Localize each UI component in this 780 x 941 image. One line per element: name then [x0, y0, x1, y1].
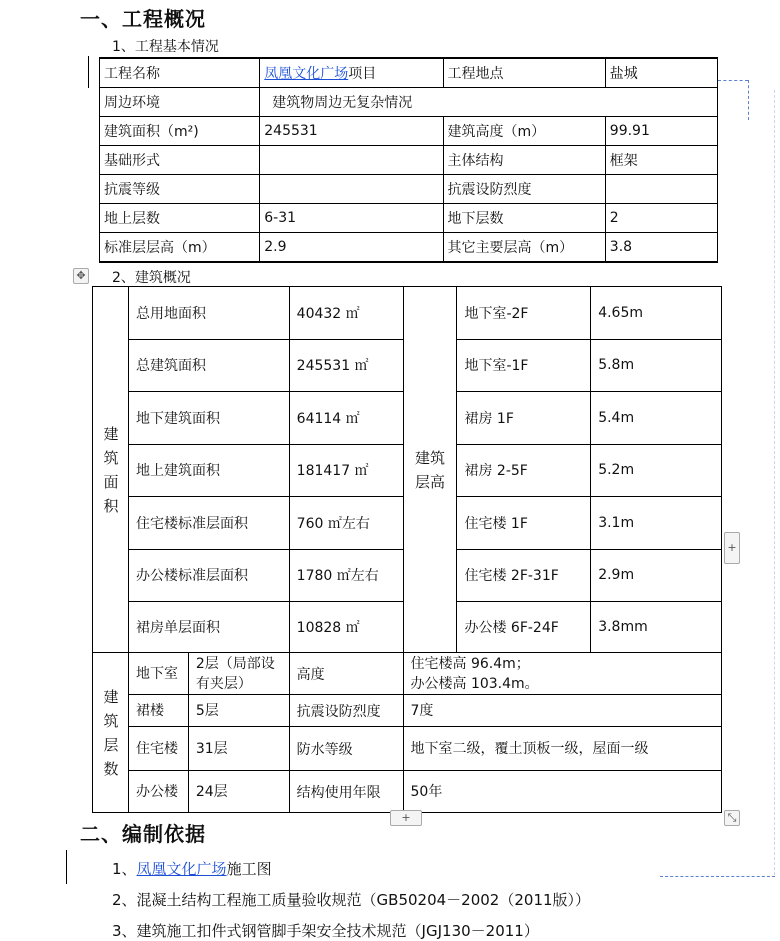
- drawing-link[interactable]: 凤凰文化广场: [136, 860, 227, 878]
- cell-value: 245531 ㎡: [289, 339, 403, 392]
- cell-label: 住宅楼 2F-31F: [457, 549, 591, 602]
- cell-value: 245531: [260, 117, 443, 146]
- value-line: 住宅楼高 96.4m；: [410, 655, 530, 672]
- table-row: [93, 287, 722, 340]
- cell-value: 760 ㎡左右: [289, 497, 403, 550]
- cell-label: 住宅楼标准层面积: [128, 497, 289, 550]
- add-row-icon[interactable]: +: [390, 810, 422, 826]
- cell-value: 99.91: [605, 117, 717, 146]
- cell-label: 裙房 2-5F: [457, 444, 591, 497]
- table-row: [100, 146, 718, 175]
- cell-label: 抗震设防烈度: [443, 175, 605, 204]
- cell-label: 建筑面积（m²): [100, 117, 260, 146]
- cell-label: 建筑高度（m）: [443, 117, 605, 146]
- cell-value: 3.8: [605, 233, 717, 263]
- table-row: [100, 233, 718, 263]
- list-text: 施工图: [226, 860, 272, 878]
- cell-label: 裙房 1F: [457, 392, 591, 445]
- resize-icon[interactable]: ⤡: [724, 810, 740, 826]
- cell-value: 6-31: [260, 204, 443, 233]
- cell-label: 总用地面积: [128, 287, 289, 340]
- cell-value: 5层: [188, 695, 289, 727]
- table-row: [93, 771, 722, 813]
- cell-value: 5.8m: [591, 339, 722, 392]
- cell-label: 裙楼: [128, 695, 188, 727]
- cell-value: [403, 771, 722, 813]
- revision-line: [660, 876, 775, 877]
- cell-value: 10828 ㎡: [289, 602, 403, 653]
- group-label-text: 建筑层数: [103, 687, 119, 778]
- group-label-floors: [93, 653, 129, 813]
- basic-info-table: [99, 57, 718, 263]
- cell-value: [403, 727, 722, 771]
- cell-label: 住宅楼: [128, 727, 188, 771]
- cell-value: [260, 58, 443, 88]
- cell-label: 地下室: [128, 653, 188, 695]
- list-number: 2、: [112, 891, 137, 909]
- table-row: [100, 204, 718, 233]
- cell-value: 5.2m: [591, 444, 722, 497]
- cell-value: [605, 175, 717, 204]
- cell-value: 2.9: [260, 233, 443, 263]
- cell-value: 1780 ㎡左右: [289, 549, 403, 602]
- group-label-text: 建筑层高: [414, 448, 445, 491]
- cell-label: 住宅楼 1F: [457, 497, 591, 550]
- value-line: 50年: [410, 783, 443, 800]
- cell-label: 基础形式: [100, 146, 260, 175]
- section-title-overview: 一、工程概况: [80, 7, 206, 31]
- cell-label: 办公楼: [128, 771, 188, 813]
- subheading-arch-overview: 2、建筑概况: [112, 270, 191, 286]
- list-item: [112, 889, 590, 910]
- value-line: 办公楼高 103.4m。: [410, 675, 539, 692]
- project-suffix: 项目: [348, 66, 377, 82]
- section-title-basis: 二、编制依据: [80, 822, 206, 846]
- cell-label: 地下建筑面积: [128, 392, 289, 445]
- add-column-icon[interactable]: +: [724, 532, 740, 564]
- cell-label: 地下室-2F: [457, 287, 591, 340]
- value-line: 地下室二级，覆土顶板一级，屋面一级: [410, 740, 649, 757]
- cell-label: 周边环境: [100, 88, 260, 117]
- revision-line: [718, 80, 748, 81]
- cell-value: 3.1m: [591, 497, 722, 550]
- cell-value: 31层: [188, 727, 289, 771]
- table-row: [100, 88, 718, 117]
- cell-label: 高度: [289, 653, 403, 695]
- architecture-table: [92, 286, 722, 813]
- cell-value: 64114 ㎡: [289, 392, 403, 445]
- list-text: 建筑施工扣件式钢管脚手架安全技术规范（JGJ130－2011）: [136, 922, 539, 940]
- cell-value: [260, 175, 443, 204]
- cell-value: 181417 ㎡: [289, 444, 403, 497]
- project-link[interactable]: 凤凰文化广场: [264, 66, 349, 82]
- cell-label: 标准层层高（m）: [100, 233, 260, 263]
- group-label-height: [403, 287, 457, 653]
- table-row: [100, 58, 718, 88]
- margin-bar: [88, 56, 89, 88]
- cell-label: 其它主要层高（m）: [443, 233, 605, 263]
- list-text: 混凝土结构工程施工质量验收规范（GB50204－2002（2011版））: [136, 891, 591, 909]
- cell-label: 工程地点: [443, 58, 605, 88]
- table-row: [93, 653, 722, 695]
- cell-label: 总建筑面积: [128, 339, 289, 392]
- list-number: 3、: [112, 922, 137, 940]
- revision-line: [774, 90, 775, 875]
- cell-value: [260, 146, 443, 175]
- cell-label: 地下室-1F: [457, 339, 591, 392]
- cell-label: 防水等级: [289, 727, 403, 771]
- table-row: [93, 727, 722, 771]
- move-icon[interactable]: ✥: [73, 268, 89, 284]
- cell-value: 2.9m: [591, 549, 722, 602]
- cell-value: 2: [605, 204, 717, 233]
- cell-value: 框架: [605, 146, 717, 175]
- cell-value: 2层（局部设有夹层）: [188, 653, 289, 695]
- cell-label: 抗震等级: [100, 175, 260, 204]
- cell-label: 结构使用年限: [289, 771, 403, 813]
- subheading-basic-info: 1、工程基本情况: [112, 39, 219, 55]
- cell-label: 办公楼 6F-24F: [457, 602, 591, 653]
- cell-value: 盐城: [605, 58, 717, 88]
- cell-label: 主体结构: [443, 146, 605, 175]
- cell-value: 建筑物周边无复杂情况: [260, 88, 718, 117]
- cell-value: [403, 653, 722, 695]
- list-item: [112, 858, 272, 879]
- table-row: [100, 175, 718, 204]
- value-line: 7度: [410, 702, 434, 719]
- table-row: [100, 117, 718, 146]
- cell-label: 地上建筑面积: [128, 444, 289, 497]
- cell-label: 工程名称: [100, 58, 260, 88]
- cell-value: 40432 ㎡: [289, 287, 403, 340]
- cell-value: [403, 695, 722, 727]
- cell-value: 24层: [188, 771, 289, 813]
- margin-bar: [66, 850, 67, 884]
- cell-value: 5.4m: [591, 392, 722, 445]
- table-row: [93, 695, 722, 727]
- cell-label: 办公楼标准层面积: [128, 549, 289, 602]
- cell-label: 地下层数: [443, 204, 605, 233]
- group-label-text: 建筑面积: [103, 424, 119, 515]
- cell-label: 地上层数: [100, 204, 260, 233]
- cell-value: 4.65m: [591, 287, 722, 340]
- cell-value: 3.8mm: [591, 602, 722, 653]
- list-number: 1、: [112, 860, 137, 878]
- revision-line: [748, 80, 749, 120]
- cell-label: 裙房单层面积: [128, 602, 289, 653]
- cell-label: 抗震设防烈度: [289, 695, 403, 727]
- group-label-area: [93, 287, 129, 653]
